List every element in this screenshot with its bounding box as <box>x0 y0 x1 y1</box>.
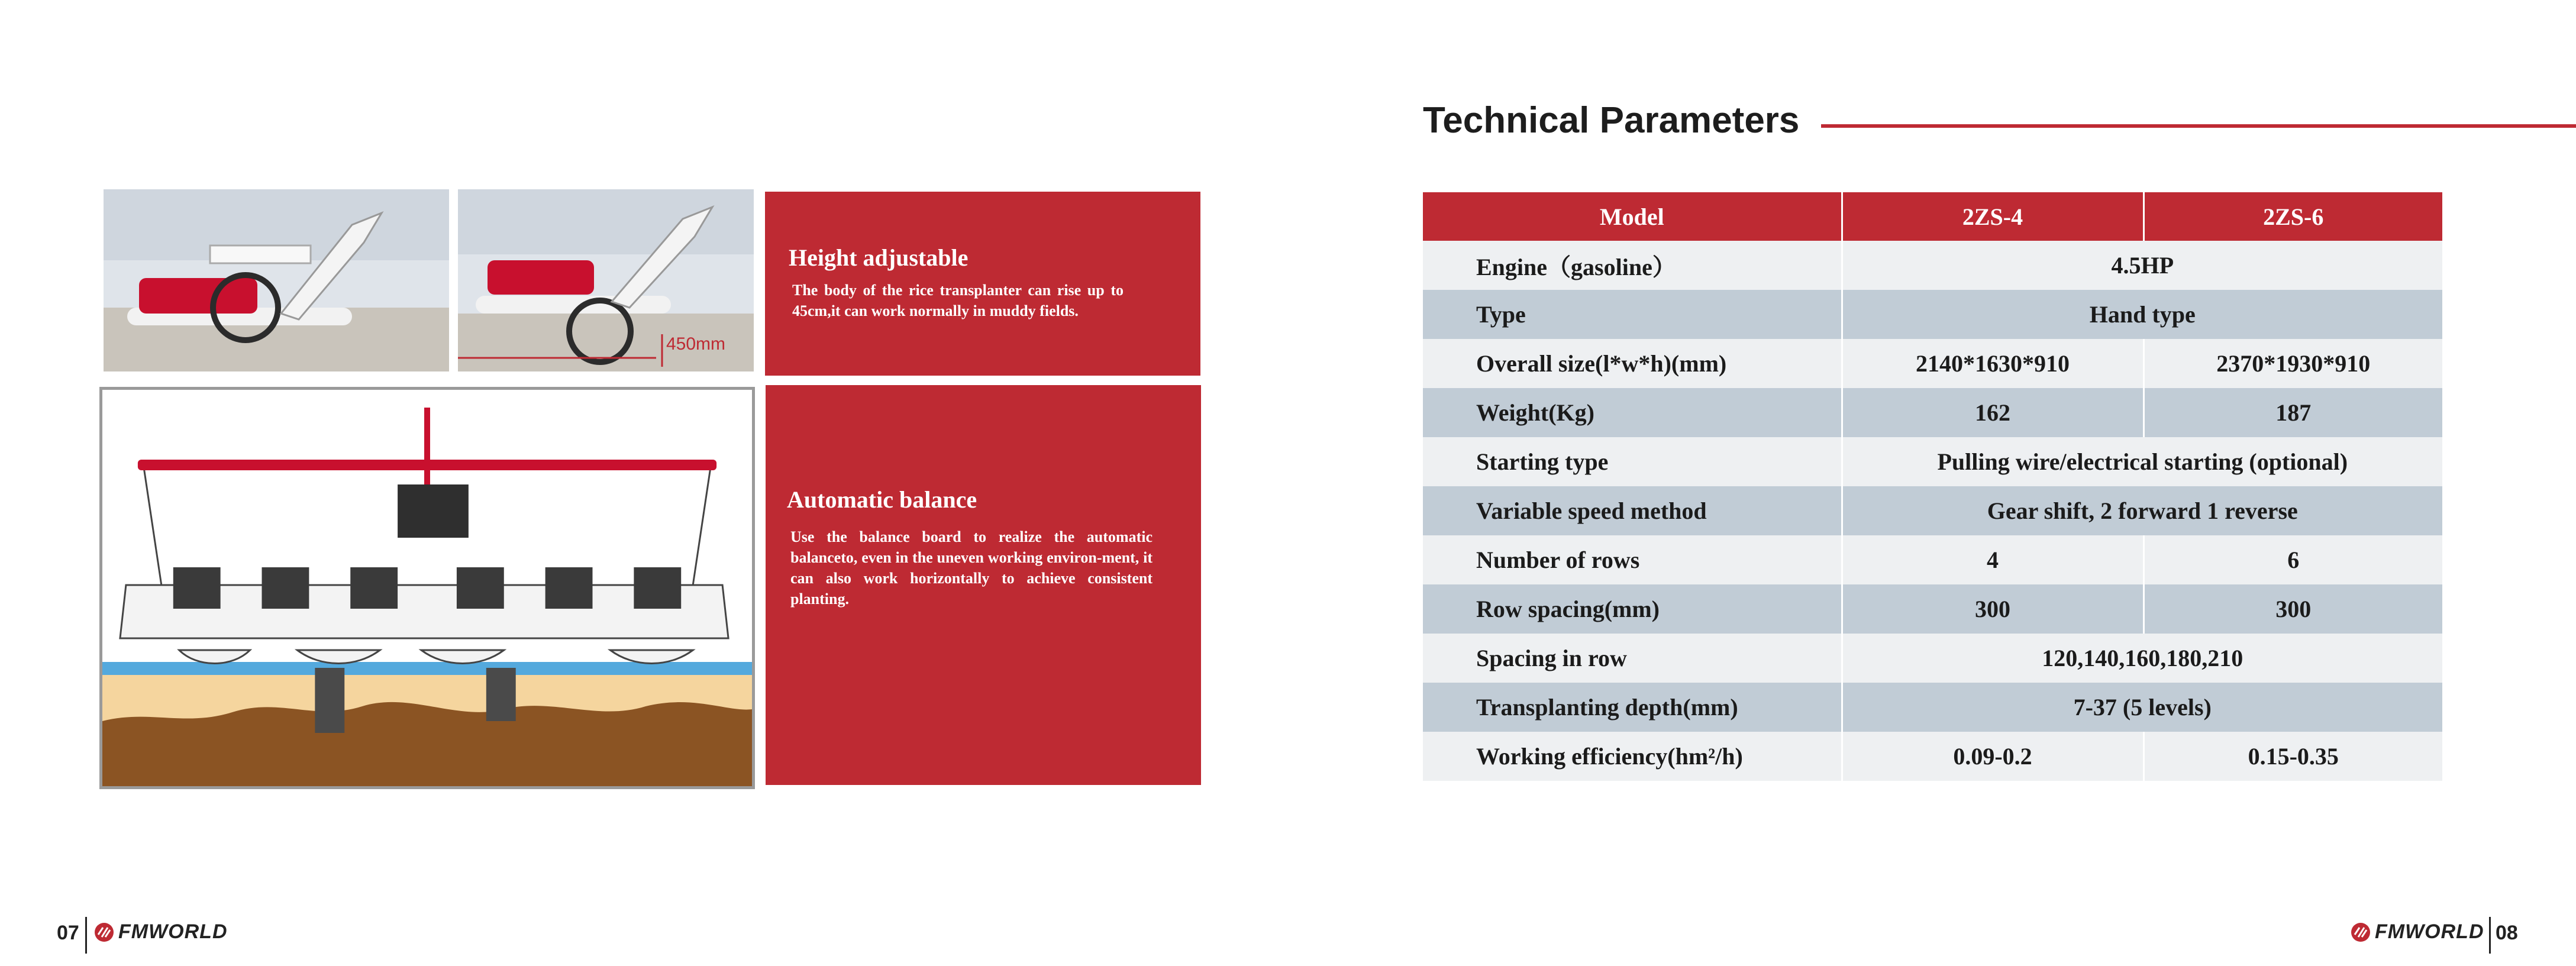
row-label: Engine（gasoline） <box>1423 241 1842 290</box>
row-label: Transplanting depth(mm) <box>1423 683 1842 732</box>
section-title: Technical Parameters <box>1423 100 1800 141</box>
feature-height-adjustable <box>765 192 1200 376</box>
table-header-row <box>1423 192 2442 241</box>
brand-logo-right <box>2350 920 2484 944</box>
feature-automatic-balance <box>766 385 1201 785</box>
row-label: Overall size(l*w*h)(mm) <box>1423 339 1842 388</box>
transplanter-photo-raised <box>458 189 754 371</box>
row-value: Gear shift, 2 forward 1 reverse <box>1842 486 2442 535</box>
brand-mark-icon <box>93 922 115 943</box>
brand-mark-icon <box>2350 922 2371 943</box>
row-value-2zs-4: 162 <box>1842 388 2144 437</box>
header-model: Model <box>1423 192 1842 241</box>
row-label: Type <box>1423 290 1842 339</box>
table-row <box>1423 634 2442 683</box>
row-value: Pulling wire/electrical starting (optional) <box>1842 437 2442 486</box>
feature-description: The body of the rice transplanter can rise up to 45cm,it can work normally in muddy fields. <box>792 282 1124 319</box>
brand-logo-left <box>93 920 228 944</box>
table-row <box>1423 535 2442 584</box>
row-label: Working efficiency(hm²/h) <box>1423 732 1842 781</box>
transplanter-photo-lowered <box>104 189 449 371</box>
balance-illustration <box>99 387 755 789</box>
height-annotation: 450mm <box>666 334 726 354</box>
table-row <box>1423 683 2442 732</box>
row-value-2zs-4: 0.09-0.2 <box>1842 732 2144 781</box>
row-label: Row spacing(mm) <box>1423 584 1842 634</box>
row-value: 4.5HP <box>1842 241 2442 290</box>
title-underline <box>1821 124 2576 128</box>
row-value-2zs-6: 0.15-0.35 <box>2144 732 2442 781</box>
table-row <box>1423 388 2442 437</box>
page-number-right: 08 <box>2496 922 2518 944</box>
table-row <box>1423 339 2442 388</box>
row-value: 120,140,160,180,210 <box>1842 634 2442 683</box>
row-label: Variable speed method <box>1423 486 1842 535</box>
row-value-2zs-4: 4 <box>1842 535 2144 584</box>
technical-parameters-table <box>1423 192 2442 781</box>
brand-name: FMWORLD <box>118 920 228 943</box>
table-row <box>1423 584 2442 634</box>
table-row <box>1423 290 2442 339</box>
table-row <box>1423 486 2442 535</box>
row-value-2zs-6: 187 <box>2144 388 2442 437</box>
row-value-2zs-4: 2140*1630*910 <box>1842 339 2144 388</box>
row-value: Hand type <box>1842 290 2442 339</box>
header-2zs-6: 2ZS-6 <box>2144 192 2442 241</box>
header-2zs-4: 2ZS-4 <box>1842 192 2144 241</box>
table-row <box>1423 241 2442 290</box>
feature-description: Use the balance board to realize the automatic balanceto, even in the uneven working environ-ment, it can also work horizontally to achieve consistent planting. <box>790 528 1153 608</box>
table-row <box>1423 437 2442 486</box>
row-value-2zs-6: 6 <box>2144 535 2442 584</box>
row-label: Weight(Kg) <box>1423 388 1842 437</box>
page-number-left: 07 <box>57 922 79 944</box>
row-value-2zs-6: 2370*1930*910 <box>2144 339 2442 388</box>
row-value-2zs-4: 300 <box>1842 584 2144 634</box>
row-label: Starting type <box>1423 437 1842 486</box>
feature-title: Automatic balance <box>787 486 977 513</box>
footer-divider <box>2489 917 2491 954</box>
brand-name: FMWORLD <box>2375 920 2484 943</box>
table-row <box>1423 732 2442 781</box>
feature-title: Height adjustable <box>789 244 969 271</box>
row-label: Number of rows <box>1423 535 1842 584</box>
footer-divider <box>85 917 87 954</box>
row-value-2zs-6: 300 <box>2144 584 2442 634</box>
row-value: 7-37 (5 levels) <box>1842 683 2442 732</box>
row-label: Spacing in row <box>1423 634 1842 683</box>
